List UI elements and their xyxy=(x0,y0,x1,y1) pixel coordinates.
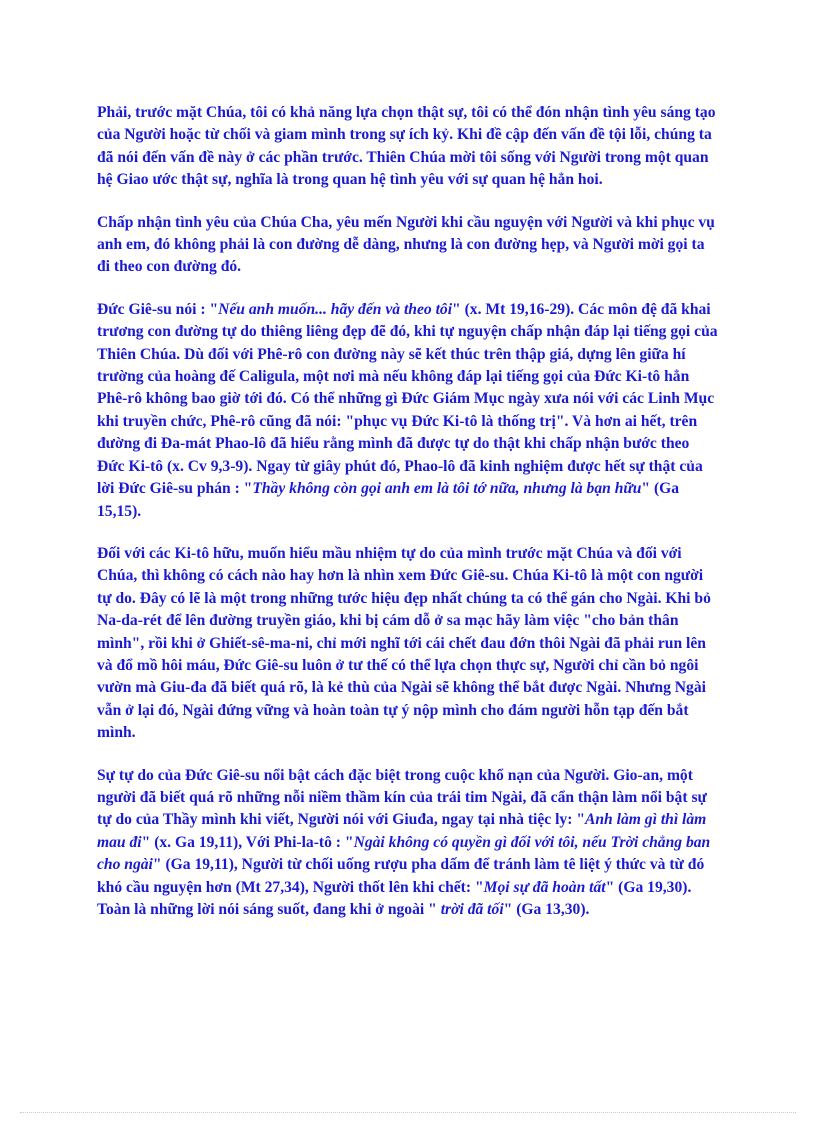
paragraph-text: Phải, trước mặt Chúa, tôi có khả năng lựa chọn thật sự, tôi có thể đón nhận tình yêu sáng tạo của Người hoặc từ chối và giam mình trong sự ích kỷ. Khi đề cập đến vấn đề tội lỗi, chúng ta đã nói đến vấn đề này ở các phần trước. Thiên Chúa mời tôi sống với Người trong một quan hệ Giao ước thật sự, nghĩa là trong quan hệ tình yêu với sự quan hệ hẳn hoi. xyxy=(97,104,716,189)
paragraph-text: " (x. Ga 19,11), Với Phi-la-tô : " xyxy=(141,833,354,851)
paragraph-text: " (Ga 19,11), Người từ chối uống rượu pha dấm để tránh làm tê liệt ý thức và từ đó khó cầu nguyện hơn (Mt 27,34), Người thốt lên khi chết: " xyxy=(97,856,705,896)
quotation: Anh làm gì thì làm mau đi xyxy=(97,811,707,851)
paragraph-5 xyxy=(97,765,719,922)
paragraph-2 xyxy=(97,212,719,279)
document-body xyxy=(97,102,719,941)
paragraph-text: Đối với các Ki-tô hữu, muốn hiểu mầu nhiệm tự do của mình trước mặt Chúa và đối với Chúa, thì không có cách nào hay hơn là nhìn xem Đức Giê-su. Chúa Ki-tô là một con người tự do. Đây có lẽ là một trong những tước hiệu đẹp nhất chúng ta có thể gán cho Ngài. Khi bỏ Na-da-rét để lên đường truyền giáo, khi bị cám dỗ ở sa mạc hãy làm việc "cho bản thân mình", rồi khi ở Ghiết-sê-ma-ni, chỉ mới nghĩ tới cái chết đau đớn thôi Ngài đã phải run lên và đổ mồ hôi máu, Đức Giê-su luôn ở tư thế có thể lựa chọn thực sự, Người chỉ cần bỏ ngôi vườn mà Giu-đa đã biết quá rõ, là kẻ thù của Ngài sẽ không thể bắt được Ngài. Nhưng Ngài vẫn ở lại đó, Ngài đứng vững và hoàn toàn tự ý nộp mình cho đám người hỗn tạp đến bắt mình. xyxy=(97,544,711,742)
page-bottom-divider xyxy=(20,1112,796,1113)
paragraph-text: " (x. Mt 19,16-29). Các môn đệ đã khai trương con đường tự do thiêng liêng đẹp đẽ đó, khi tự nguyện chấp nhận đáp lại tiếng gọi của Thiên Chúa. Dù đối với Phê-rô con đường này sẽ kết thúc trên thập giá, dựng lên giữa hí trường của hoàng đế Caligula, một nơi mà nếu không đáp lại tiếng gọi của Đức Ki-tô hẳn Phê-rô không bao giờ tới đó. Có thể những gì Đức Giám Mục ngày xưa nói với các Linh Mục khi truyền chức, Phê-rô cũng đã nói: "phục vụ Đức Ki-tô là thống trị". Và hơn ai hết, trên đường đi Đa-mát Phao-lô đã hiểu rằng mình đã được tự do thật khi chấp nhận bước theo Đức Ki-tô (x. Cv 9,3-9). Ngay từ giây phút đó, Phao-lô đã kinh nghiệm được hết sự thật của lời Đức Giê-su phán : " xyxy=(97,300,718,498)
paragraph-3 xyxy=(97,299,719,523)
paragraph-text: Chấp nhận tình yêu của Chúa Cha, yêu mến Người khi cầu nguyện với Người và khi phục vụ anh em, đó không phải là con đường dễ dàng, nhưng là con đường hẹp, và Người mời gọi ta đi theo con đường đó. xyxy=(97,213,715,276)
paragraph-text: Đức Giê-su nói : " xyxy=(97,300,219,318)
paragraph-text: Sự tự do của Đức Giê-su nổi bật cách đặc biệt trong cuộc khổ nạn của Người. Gio-an, một người đã biết quá rõ những nỗi niềm thầm kín của trái tim Ngài, đã cẩn thận làm nổi bật sự tự do của Thầy mình khi viết, Người nói với Giuđa, ngay tại nhà tiệc ly: " xyxy=(97,766,707,829)
paragraph-4 xyxy=(97,543,719,745)
quotation: Ngài không có quyền gì đối với tôi, nếu Trời chẳng ban cho ngài xyxy=(97,833,711,874)
paragraph-text: " (Ga 19,30). Toàn là những lời nói sáng suốt, đang khi ở ngoài " xyxy=(97,878,692,918)
quotation: Mọi sự đã hoàn tất xyxy=(483,878,606,896)
quotation: Thầy không còn gọi anh em là tôi tớ nữa, nhưng là bạn hữu xyxy=(252,480,642,498)
paragraph-1 xyxy=(97,102,719,192)
quotation: Nếu anh muốn... hãy đến và theo tôi xyxy=(218,300,453,318)
paragraph-text: " (Ga 15,15). xyxy=(97,480,680,520)
quotation: trời đã tối xyxy=(436,901,504,918)
paragraph-text: " (Ga 13,30). xyxy=(503,901,590,918)
